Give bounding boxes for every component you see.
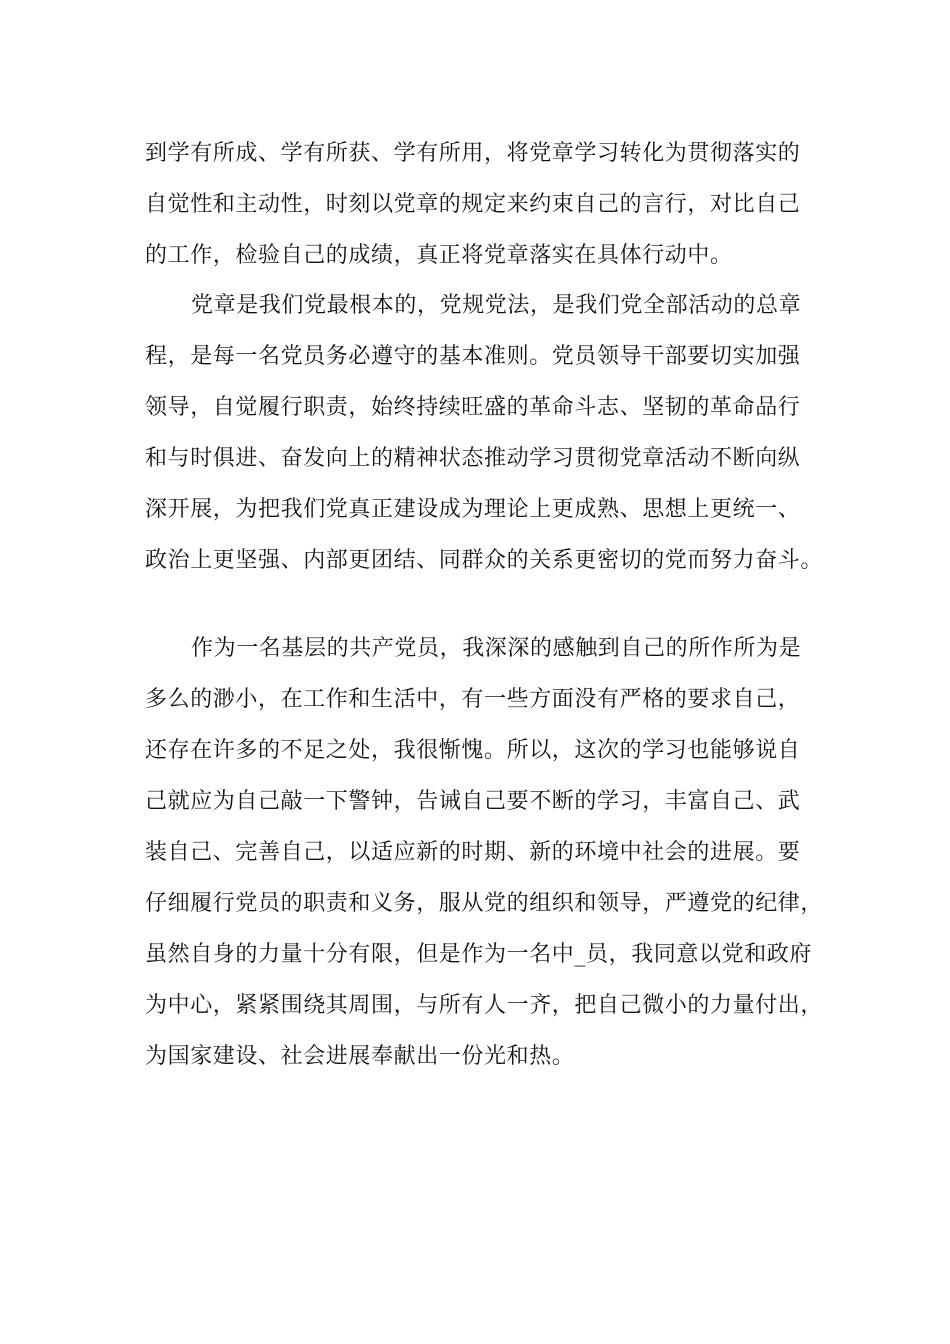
text-line: 为中心，紧紧围绕其周围，与所有人一齐，把自己微小的力量付出， — [145, 993, 824, 1018]
text-line: 的工作，检验自己的成绩，真正将党章落实在具体行动中。 — [145, 243, 733, 268]
paragraph-party-constitution — [145, 280, 825, 586]
text-line: 领导，自觉履行职责，始终持续旺盛的革命斗志、坚韧的革命品行 — [145, 395, 801, 420]
text-line: 为国家建设、社会进展奉献出一份光和热。 — [145, 1044, 575, 1069]
text-line: 作为一名基层的共产党员，我深深的感触到自己的所作所为是 — [191, 636, 802, 661]
text-line: 程，是每一名党员务必遵守的基本准则。党员领导干部要切实加强 — [145, 344, 801, 369]
text-line: 己就应为自己敲一下警钟，告诫自己要不断的学习，丰富自己、武 — [145, 789, 801, 814]
paragraph-continuation — [145, 128, 825, 281]
text-line: 深开展，为把我们党真正建设成为理论上更成熟、思想上更统一、 — [145, 497, 801, 522]
text-line: 和与时俱进、奋发向上的精神状态推动学习贯彻党章活动不断向纵 — [145, 446, 801, 471]
paragraph-grassroots-member — [145, 623, 825, 1082]
text-line: 自觉性和主动性，时刻以党章的规定来约束自己的言行，对比自己 — [145, 192, 801, 217]
text-line: 到学有所成、学有所获、学有所用，将党章学习转化为贯彻落实的 — [145, 141, 801, 166]
text-line: 多么的渺小，在工作和生活中，有一些方面没有严格的要求自己， — [145, 687, 801, 712]
text-line: 还存在许多的不足之处，我很惭愧。所以，这次的学习也能够说自 — [145, 738, 801, 763]
text-line: 仔细履行党员的职责和义务，服从党的组织和领导，严遵党的纪律， — [145, 891, 824, 916]
text-line: 虽然自身的力量十分有限，但是作为一名中_员，我同意以党和政府 — [145, 942, 813, 967]
text-line: 装自己、完善自己，以适应新的时期、新的环境中社会的进展。要 — [145, 840, 801, 865]
text-line: 政治上更坚强、内部更团结、同群众的关系更密切的党而努力奋斗。 — [145, 548, 824, 573]
text-line: 党章是我们党最根本的，党规党法，是我们党全部活动的总章 — [191, 293, 802, 318]
